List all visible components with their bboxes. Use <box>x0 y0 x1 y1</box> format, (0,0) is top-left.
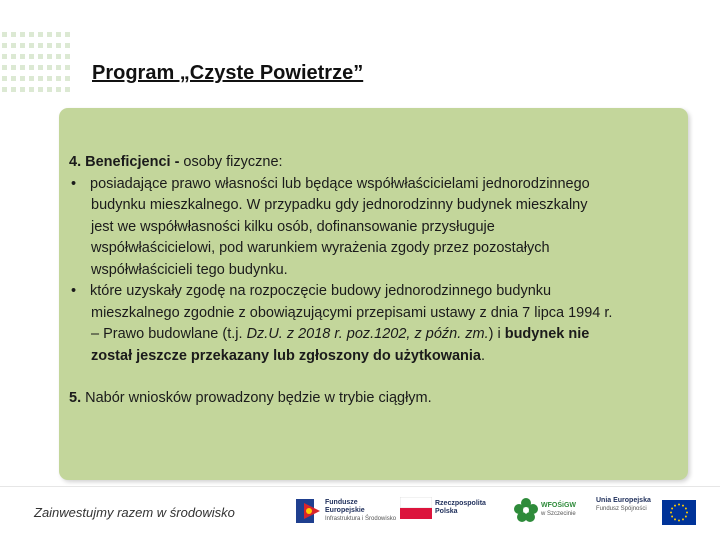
fundusze-europejskie-logo <box>296 497 396 525</box>
wf-logo-text: w Szczecinie <box>541 511 576 517</box>
bullet-line: mieszkalnego zgodnie z obowiązującymi przepisami ustawy z dnia 7 lipca 1994 r. <box>91 304 613 321</box>
section-5-body: Nabór wniosków prowadzony będzie w trybie ciągłym. <box>81 390 432 406</box>
footer-slogan: Zainwestujmy razem w środowisko <box>34 505 235 520</box>
bullet-line <box>90 346 681 368</box>
bullet-line-text: . <box>481 347 486 364</box>
eu-flag-icon <box>662 500 696 525</box>
bullet-line: posiadające prawo własności lub będące współwłaścicielami jednorodzinnego <box>90 175 590 192</box>
ue-logo-text: Unia Europejska <box>596 497 651 504</box>
bullet-line <box>90 324 681 346</box>
section-4-heading <box>69 152 681 174</box>
bullet-line-text: – Prawo budowlane (t.j. <box>91 326 247 342</box>
bullet-line: współwłaścicieli tego budynku. <box>91 261 288 278</box>
content-text <box>69 152 681 410</box>
content-panel <box>59 108 688 480</box>
fundusze-europejskie-icon <box>296 497 322 525</box>
section-4-title: Beneficjenci - <box>81 154 180 170</box>
bullet-line: jest we współwłasności kilku osób, dofinansowanie przysługuje <box>91 218 495 235</box>
page-title: Program „Czyste Powietrze” <box>92 62 364 84</box>
fe-logo-text: Europejskie <box>325 507 365 514</box>
section-4-number: 4. <box>69 154 82 170</box>
bullet-emphasis: budynek nie <box>504 326 590 342</box>
fe-logo-text: Fundusze <box>325 499 358 506</box>
bullet-line-text: ) i <box>488 326 505 342</box>
legal-citation: Dz.U. z 2018 r. poz.1202, z późn. zm. <box>246 326 489 342</box>
bullet-line: budynku mieszkalnego. W przypadku gdy jednorodzinny budynek mieszkalny <box>91 197 588 213</box>
rp-logo-text: Rzeczpospolita <box>435 500 486 507</box>
bullet-emphasis: został jeszcze przekazany lub zgłoszony do użytkowania <box>91 347 481 364</box>
rzeczpospolita-polska-logo <box>400 497 486 519</box>
bullet-item-ownership <box>69 174 681 282</box>
wfosigw-logo <box>514 497 576 523</box>
ue-logo-text: Fundusz Spójności <box>596 506 647 512</box>
decorative-dot-pattern <box>0 30 76 100</box>
section-5-text <box>69 388 681 410</box>
bullet-line: które uzyskały zgodę na rozpoczęcie budowy jednorodzinnego budynku <box>90 283 552 299</box>
polish-flag-icon <box>400 497 432 519</box>
bullet-icon: • <box>71 175 77 192</box>
bullet-item-building-permit <box>69 281 681 367</box>
bullet-line: współwłaścicielowi, pod warunkiem wyrażenia zgody przez pozostałych <box>91 240 550 256</box>
fe-logo-text: Infrastruktura i Środowisko <box>325 516 397 522</box>
section-5-number: 5. <box>69 390 82 406</box>
rp-logo-text: Polska <box>435 508 458 515</box>
footer-divider <box>0 486 720 487</box>
section-4-subtitle: osoby fizyczne: <box>179 154 283 170</box>
wfosigw-flower-icon <box>514 497 538 523</box>
wf-logo-text: WFOŚiGW <box>541 502 576 509</box>
bullet-icon: • <box>71 283 77 299</box>
unia-europejska-logo <box>596 497 651 513</box>
